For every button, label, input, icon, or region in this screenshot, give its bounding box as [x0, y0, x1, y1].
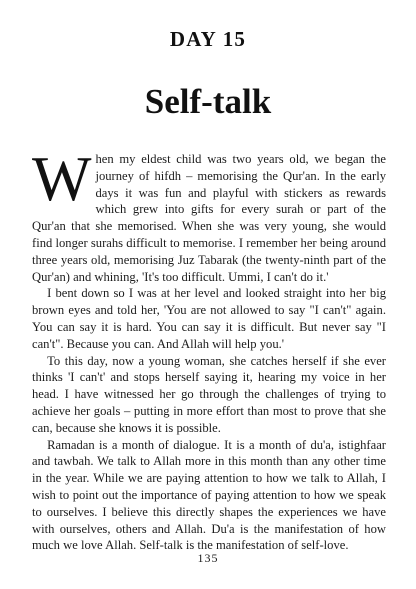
page-number: 135	[197, 551, 219, 565]
body-text	[32, 144, 386, 554]
paragraph-1	[32, 144, 386, 285]
paragraph-4: Ramadan is a month of dialogue. It is a month of du'a, istighfaar and tawbah. We talk to Allah more in this month than any other time in the year. While we are paying attention to how we talk to Allah, I wish to point out the importance of paying attention to how we speak to ourselves. I believe this directly shapes the experiences we have with ourselves, others and Allah. Du'a is the manifestation of how much we love Allah. Self-talk is the manifestation of self-love.	[32, 437, 386, 553]
chapter-day-label: DAY 15	[169, 27, 247, 51]
chapter-title: Self-talk	[144, 82, 272, 121]
paragraph-2: I bent down so I was at her level and looked straight into her big brown eyes and told her, 'You are not allowed to say "I can't" again. You can say it is hard. You can say it is difficult. But never say "I can't". Because you can. And Allah will help you.'	[32, 286, 386, 351]
drop-cap: W	[32, 144, 92, 214]
paragraph-3: To this day, now a young woman, she catches herself if she ever thinks 'I can't' and stops herself saying it, hearing my voice in her head. I have witnessed her go through the challenges of trying to achieve her goals – putting in more effort than most to prove that she can, because she knows it is possible.	[32, 353, 386, 435]
paragraph-1-text: hen my eldest child was two years old, we began the journey of hifdh – memorising the Qur'an. In the early days it was fun and playful with stickers as rewards which grew into gifts for every surah or part of the Qur'an that she memorised. When she was very young, she would find longer surahs difficult to memorise. I remember her being around three years old, memorising Juz Tabarak (the twenty-ninth part of the Qur'an) and whining, 'It's too difficult. Ummi, I can't do it.'	[32, 152, 386, 284]
